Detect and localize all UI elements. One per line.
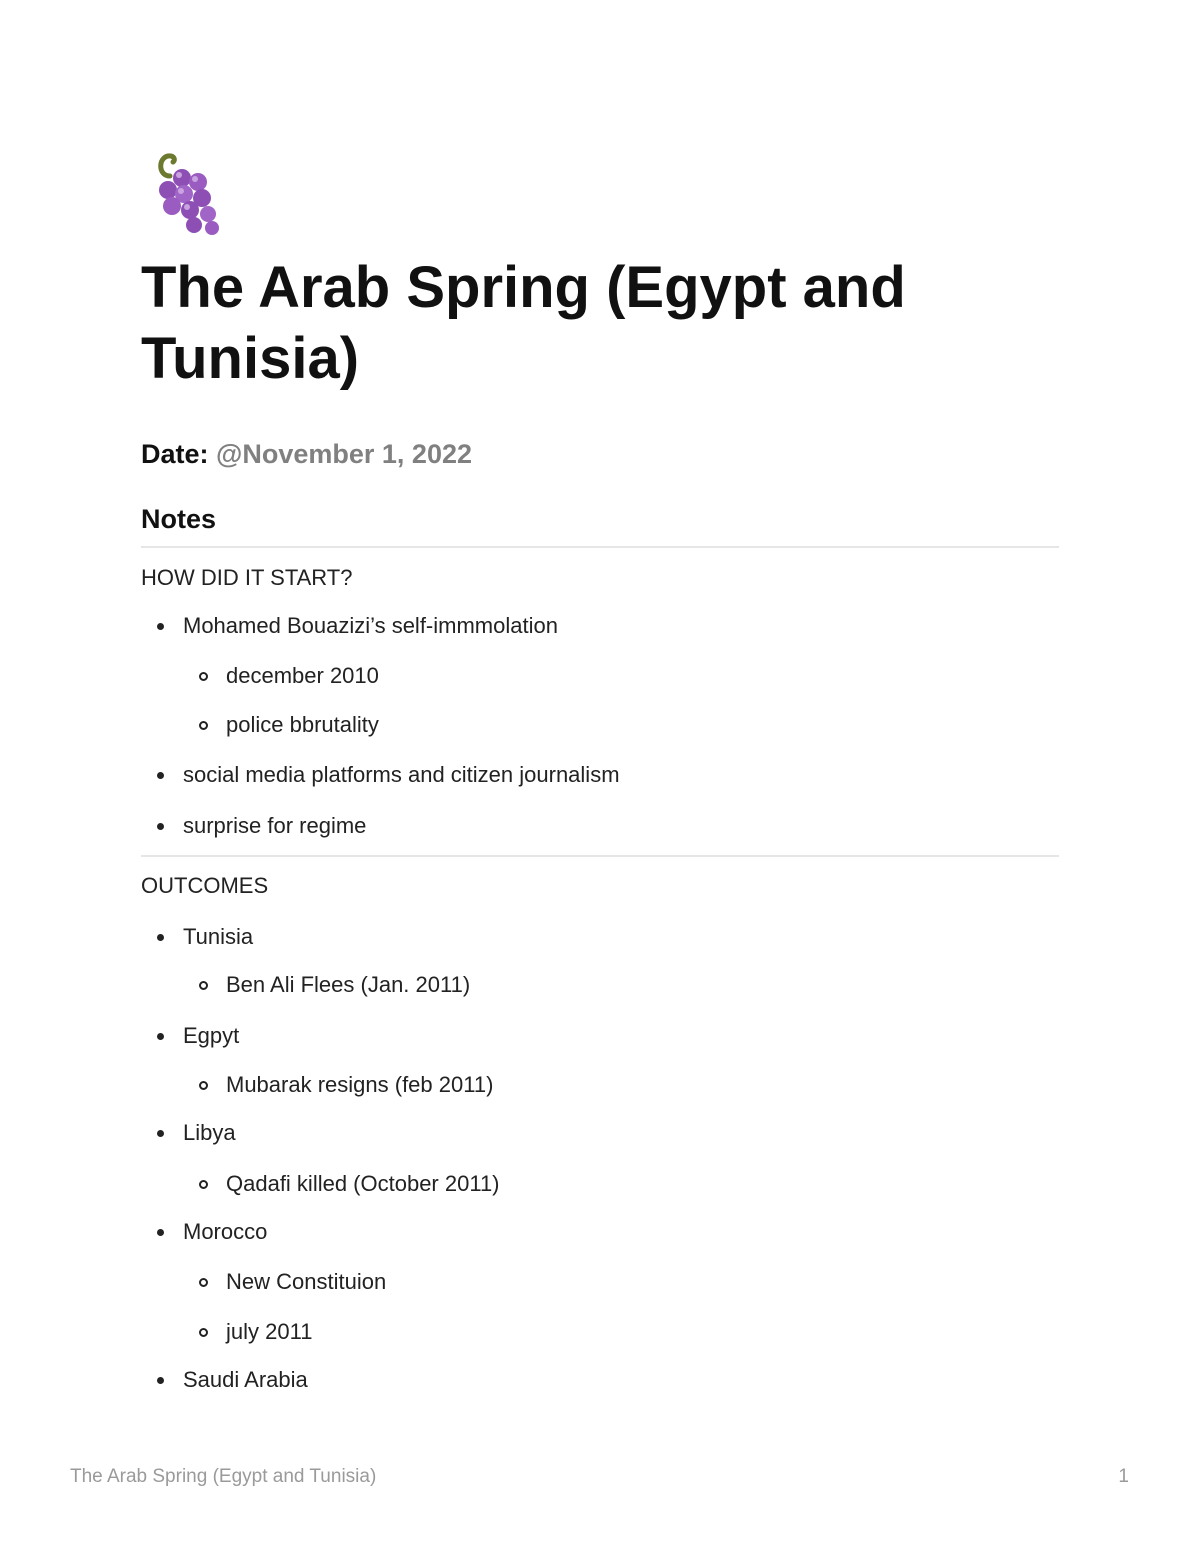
grapes-icon [146, 150, 226, 236]
bullet-dot [157, 1033, 164, 1040]
footer-title: The Arab Spring (Egypt and Tunisia) [70, 1466, 377, 1487]
bullet-circle [199, 1328, 208, 1337]
bullet-circle [199, 1278, 208, 1287]
list-item: New Constituion [226, 1268, 386, 1296]
list-item: police bbrutality [226, 711, 379, 739]
date-label: Date: [141, 439, 209, 469]
list-item: Mohamed Bouazizi’s self-immmolation [183, 612, 558, 640]
divider [141, 855, 1059, 857]
list-item: Tunisia [183, 923, 253, 951]
list-item: Libya [183, 1119, 236, 1147]
list-item: Morocco [183, 1218, 267, 1246]
bullet-dot [157, 1130, 164, 1137]
date-property [141, 436, 472, 472]
bullet-dot [157, 623, 164, 630]
divider [141, 546, 1059, 548]
section-label-how-did-it-start: HOW DID IT START? [141, 565, 353, 590]
bullet-circle [199, 721, 208, 730]
list-item: Mubarak resigns (feb 2011) [226, 1071, 493, 1099]
bullet-dot [157, 772, 164, 779]
bullet-circle [199, 1180, 208, 1189]
bullet-circle [199, 1081, 208, 1090]
section-label-outcomes: OUTCOMES [141, 873, 269, 898]
list-item: july 2011 [226, 1318, 312, 1346]
list-item: Ben Ali Flees (Jan. 2011) [226, 971, 470, 999]
list-item: december 2010 [226, 662, 379, 690]
bullet-circle [199, 981, 208, 990]
list-item: social media platforms and citizen journalism [183, 761, 620, 789]
list-item: Egpyt [183, 1022, 239, 1050]
date-value[interactable]: @November 1, 2022 [216, 439, 472, 469]
bullet-dot [157, 1229, 164, 1236]
page-number: 1 [1118, 1466, 1129, 1487]
list-item: Saudi Arabia [183, 1366, 308, 1394]
page-title: The Arab Spring (Egypt and Tunisia) [141, 255, 906, 391]
bullet-dot [157, 823, 164, 830]
list-item: Qadafi killed (October 2011) [226, 1170, 500, 1198]
bullet-dot [157, 934, 164, 941]
bullet-circle [199, 672, 208, 681]
bullet-dot [157, 1377, 164, 1384]
notes-heading: Notes [141, 504, 217, 534]
list-item: surprise for regime [183, 812, 366, 840]
